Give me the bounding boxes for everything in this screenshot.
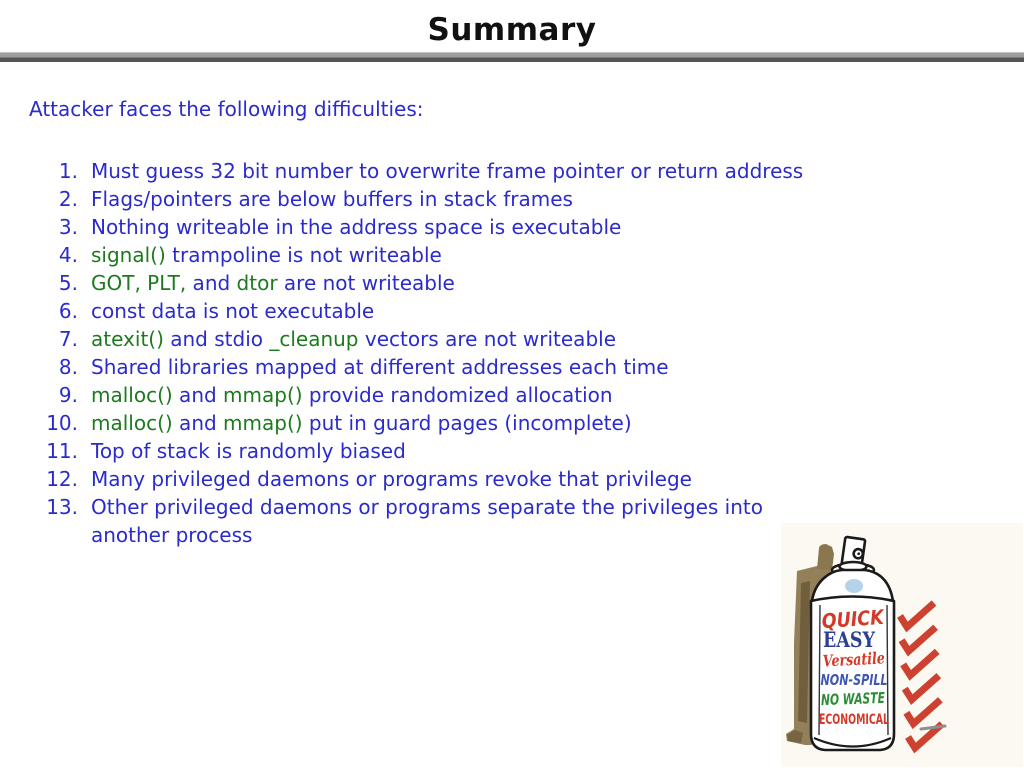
list-item bbox=[0, 493, 860, 549]
item-number: 13. bbox=[46, 495, 78, 519]
item-text: Nothing writeable in the address space is executable bbox=[91, 215, 622, 239]
item-text: Top of stack is randomly biased bbox=[91, 439, 406, 463]
difficulty-list bbox=[0, 157, 860, 549]
list-item bbox=[0, 437, 860, 465]
label-non-spill: NON-SPILL bbox=[820, 671, 888, 689]
label-no-waste: NO WASTE bbox=[820, 688, 911, 710]
item-text: atexit() and stdio _cleanup vectors are not writeable bbox=[91, 327, 616, 351]
spray-can-clipart bbox=[781, 523, 1023, 767]
list-item bbox=[0, 465, 860, 493]
list-item bbox=[0, 409, 860, 437]
list-item bbox=[0, 213, 860, 241]
item-number: 9. bbox=[58, 383, 78, 407]
item-number: 10. bbox=[46, 411, 78, 435]
item-number: 7. bbox=[58, 327, 78, 351]
item-number: 4. bbox=[58, 243, 78, 267]
item-number: 6. bbox=[58, 299, 78, 323]
list-item bbox=[0, 241, 860, 269]
list-item bbox=[0, 353, 860, 381]
label-easy: EASY bbox=[823, 627, 876, 652]
label-quick: QUICK bbox=[820, 604, 894, 634]
item-text: Flags/pointers are below buffers in stack frames bbox=[91, 187, 573, 211]
list-item bbox=[0, 185, 860, 213]
item-number: 2. bbox=[58, 187, 78, 211]
list-item bbox=[0, 269, 860, 297]
label-versatile: Versatile bbox=[822, 647, 902, 671]
item-number: 11. bbox=[46, 439, 78, 463]
item-text: malloc() and mmap() put in guard pages (incomplete) bbox=[91, 411, 632, 435]
intro-text: Attacker faces the following difficulties: bbox=[29, 97, 424, 121]
list-item bbox=[0, 157, 860, 185]
item-text: const data is not executable bbox=[91, 299, 375, 323]
page-title: Summary bbox=[427, 12, 597, 48]
item-text: malloc() and mmap() provide randomized allocation bbox=[91, 383, 613, 407]
list-item bbox=[0, 297, 860, 325]
item-number: 5. bbox=[58, 271, 78, 295]
list-item bbox=[0, 325, 860, 353]
item-text: signal() trampoline is not writeable bbox=[91, 243, 442, 267]
item-text: Must guess 32 bit number to overwrite frame pointer or return address bbox=[91, 159, 804, 183]
item-number: 1. bbox=[58, 159, 78, 183]
item-number: 8. bbox=[58, 355, 78, 379]
item-text: GOT, PLT, and dtor are not writeable bbox=[91, 271, 455, 295]
label-economical: ECONOMICAL bbox=[819, 712, 890, 728]
list-item bbox=[0, 381, 860, 409]
item-number: 3. bbox=[58, 215, 78, 239]
item-text: Many privileged daemons or programs revoke that privilege bbox=[91, 467, 692, 491]
title-divider bbox=[0, 52, 1024, 62]
item-number: 12. bbox=[46, 467, 78, 491]
item-text: Shared libraries mapped at different addresses each time bbox=[91, 355, 669, 379]
item-text: Other privileged daemons or programs separate the privileges into another process bbox=[91, 495, 763, 547]
